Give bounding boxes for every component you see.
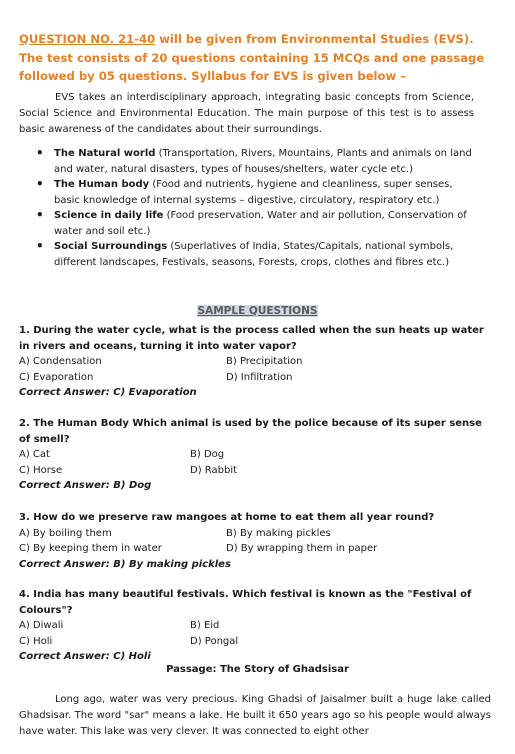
- option-d: D) Infiltration: [226, 371, 293, 383]
- passage-title: Passage: The Story of Ghadsisar: [166, 664, 349, 675]
- option-b: B) By making pickles: [226, 527, 331, 539]
- syllabus-item: [36, 208, 476, 239]
- syllabus-item-text: (Superlatives of India, States/Capitals, national symbols, different landscapes, Festivals, seasons, Forests, crops, clothes and fibres etc.): [54, 241, 454, 268]
- option-c: C) Holi: [19, 635, 53, 647]
- option-c: C) Horse: [19, 464, 63, 476]
- option-d: D) Rabbit: [190, 464, 238, 476]
- option-d: D) Pongal: [190, 635, 239, 647]
- question-block: [19, 587, 491, 665]
- option-b: B) Eid: [190, 620, 220, 631]
- option-a: A) Condensation: [19, 356, 102, 367]
- correct-answer: Correct Answer: B) Dog: [19, 480, 152, 491]
- header-description: will be given from Environmental Studies (EVS). The test consists of 20 questions containing 15 MCQs and one passage followed by 05 questions. Syllabus for EVS is given below –: [19, 32, 485, 83]
- syllabus-item-text: (Food preservation, Water and air pollution, Conservation of water and soil etc.): [54, 210, 467, 237]
- syllabus-item-title: The Natural world: [54, 148, 156, 159]
- syllabus-item-text: (Food and nutrients, hygiene and cleanliness, super senses, basic knowledge of internal systems – digestive, circulatory, respiratory etc.): [54, 179, 453, 206]
- passage-text: Long ago, water was very precious. King Ghadsi of Jaisalmer built a huge lake called Ghadsisar. The word "sar" means a lake. He built it 650 years ago so his people would always have water. This lake was very clever. It was connected to eight other: [19, 694, 491, 737]
- option-a: A) By boiling them: [19, 527, 112, 539]
- intro-paragraph: EVS takes an interdisciplinary approach, integrating basic concepts from Science, Social Science and Environmental Education. The main purpose of this test is to assess basic awareness of the candidates about their surroundings.: [19, 92, 474, 135]
- options-grid: [19, 447, 491, 478]
- syllabus-item: [36, 177, 476, 208]
- correct-answer: Correct Answer: B) By making pickles: [19, 558, 231, 570]
- correct-answer: Correct Answer: C) Evaporation: [19, 387, 197, 398]
- bullet-icon: •: [36, 208, 44, 222]
- option-c: C) By keeping them in water: [19, 543, 162, 554]
- syllabus-item-text: (Transportation, Rivers, Mountains, Plants and animals on land and water, natural disasters, types of houses/shelters, water cycle etc.): [54, 148, 472, 175]
- syllabus-item-title: The Human body: [54, 179, 150, 190]
- bullet-icon: •: [36, 177, 44, 191]
- sample-questions-heading: SAMPLE QUESTIONS: [197, 305, 318, 317]
- question-block: [19, 510, 491, 572]
- syllabus-item: [36, 146, 476, 177]
- option-d: D) By wrapping them in paper: [226, 543, 378, 554]
- options-grid: [19, 354, 491, 385]
- option-a: A) Cat: [19, 449, 50, 460]
- question-text: 4. India has many beautiful festivals. Which festival is known as the "Festival of Colours"?: [19, 589, 472, 616]
- option-c: C) Evaporation: [19, 371, 94, 383]
- question-block: [19, 323, 491, 401]
- question-block: [19, 416, 491, 494]
- option-b: B) Precipitation: [226, 356, 303, 367]
- options-grid: [19, 618, 491, 649]
- syllabus-list: [36, 146, 476, 270]
- option-b: B) Dog: [190, 449, 225, 460]
- options-grid: [19, 526, 491, 557]
- syllabus-item-title: Science in daily life: [54, 210, 164, 221]
- bullet-icon: •: [36, 146, 44, 160]
- option-a: A) Diwali: [19, 620, 64, 631]
- evs-section-header: [19, 30, 489, 86]
- question-range-label: QUESTION NO. 21-40: [19, 32, 156, 46]
- question-text: 2. The Human Body Which animal is used by the police because of its super sense of smell?: [19, 418, 482, 445]
- sample-questions-heading-row: [0, 299, 515, 318]
- bullet-icon: •: [36, 239, 44, 253]
- correct-answer: Correct Answer: C) Holi: [19, 651, 151, 662]
- question-text: 1. During the water cycle, what is the process called when the sun heats up water in rivers and oceans, turning it into water vapor?: [19, 325, 484, 352]
- syllabus-item: [36, 239, 476, 270]
- question-text: 3. How do we preserve raw mangoes at home to eat them all year round?: [19, 512, 435, 523]
- syllabus-item-title: Social Surroundings: [54, 241, 168, 252]
